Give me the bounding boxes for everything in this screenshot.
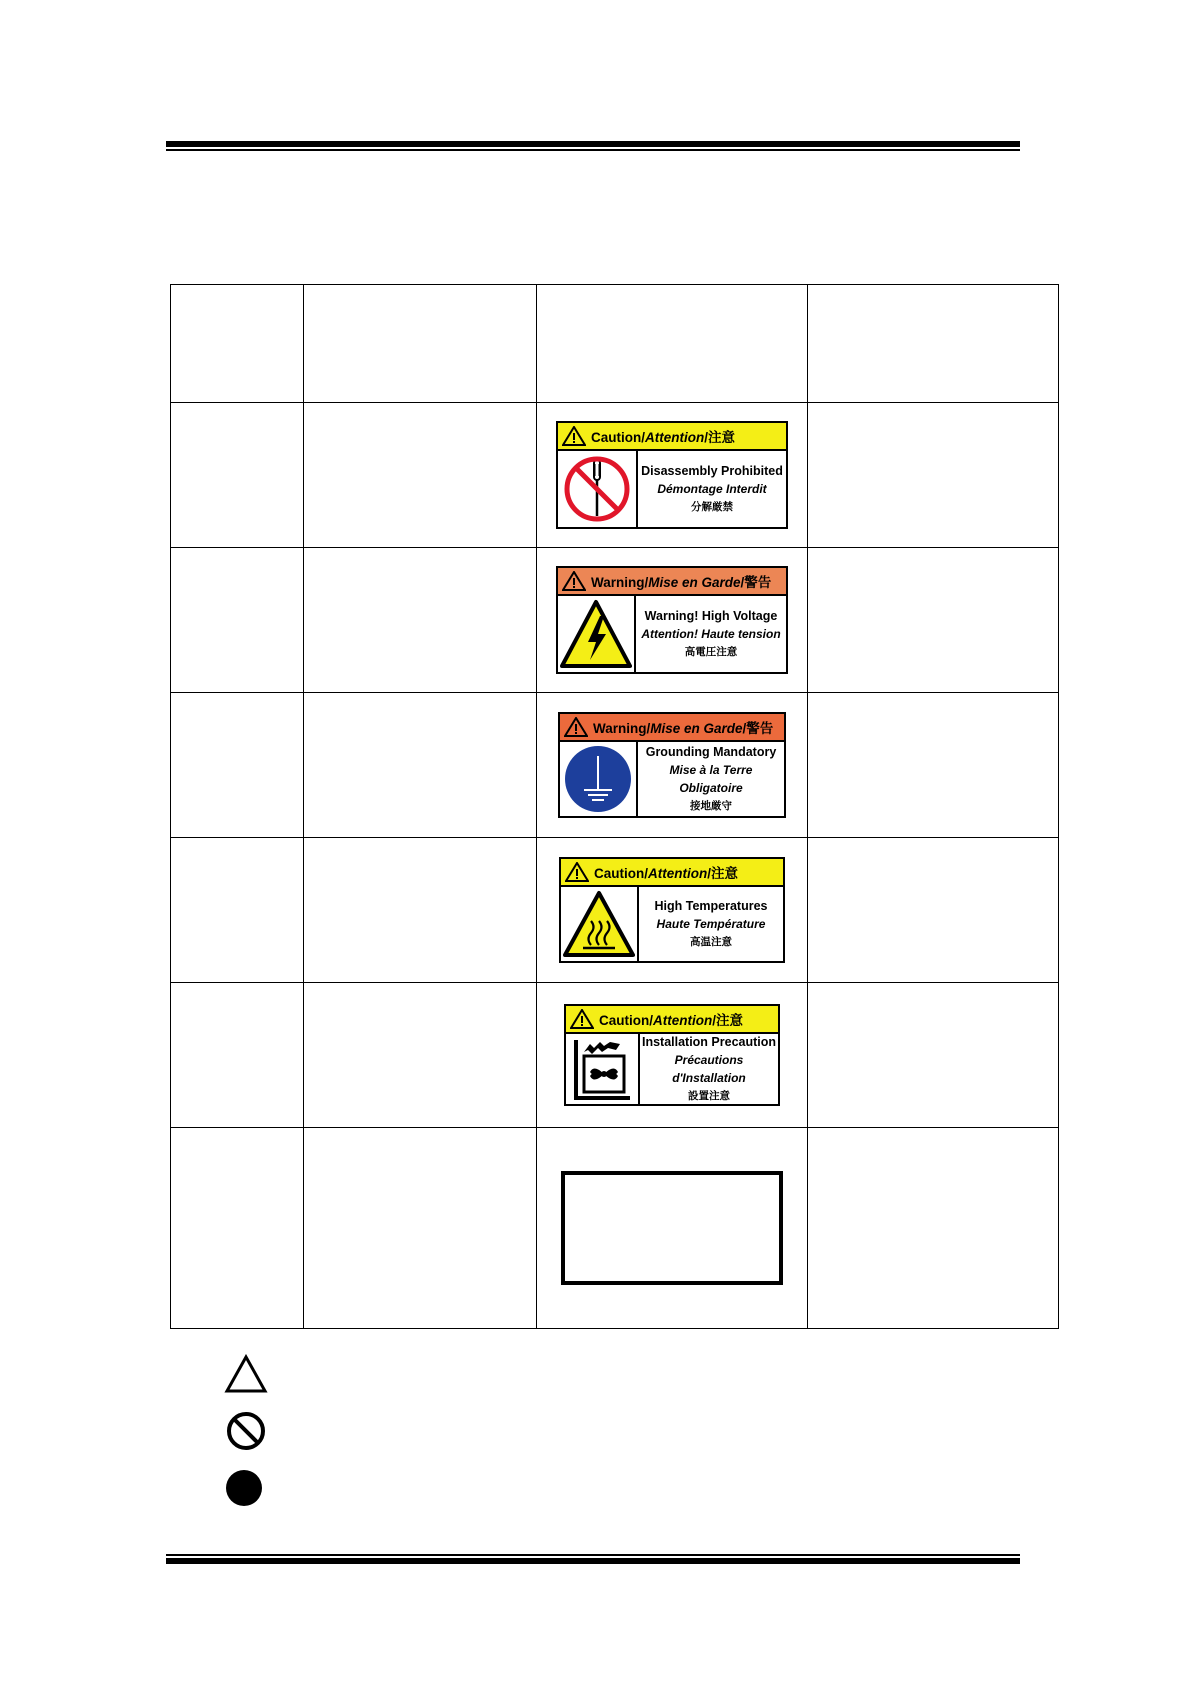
- table-cell: [304, 548, 537, 693]
- warning-triangle-icon: [562, 571, 586, 591]
- header-rule-thin: [166, 149, 1020, 151]
- label-text-fr: Précautions d'Installation: [672, 1053, 746, 1085]
- table-cell: [171, 285, 304, 403]
- table-cell: [304, 838, 537, 983]
- table-cell: [171, 983, 304, 1128]
- pictogram: [558, 451, 638, 527]
- hot-surface-icon: [563, 889, 635, 959]
- label-header: [561, 859, 783, 887]
- caution-label-installation: [564, 1004, 780, 1106]
- label-text-en: Disassembly Prohibited: [641, 464, 783, 478]
- header-rule-thick: [166, 141, 1020, 147]
- pictogram: [566, 1034, 640, 1104]
- caution-label-high-temperature: [559, 857, 785, 963]
- label-text-jp: 高電圧注意: [684, 646, 738, 658]
- high-voltage-icon: [560, 598, 632, 670]
- table-cell: [304, 1128, 537, 1329]
- table-row: [171, 983, 1059, 1128]
- label-text: [638, 742, 784, 816]
- label-text-en: High Temperatures: [654, 899, 768, 913]
- footer-rule-thin: [166, 1554, 1020, 1556]
- warning-triangle-icon: [562, 426, 586, 446]
- table-row: [171, 693, 1059, 838]
- label-image-cell: [537, 403, 808, 548]
- warning-triangle-icon: [570, 1009, 594, 1029]
- table-header-row: [171, 285, 1059, 403]
- mandatory-filled-circle-icon: [224, 1467, 268, 1509]
- table-cell: [304, 285, 537, 403]
- label-text-fr: Haute Température: [656, 917, 766, 931]
- table-cell: [808, 693, 1059, 838]
- table-cell: [304, 693, 537, 838]
- table-cell: [171, 403, 304, 548]
- blank-label-box: [561, 1171, 783, 1285]
- table-cell: [304, 403, 537, 548]
- table-cell: [808, 548, 1059, 693]
- label-text-jp: 設置注意: [688, 1090, 730, 1102]
- label-text-jp: 接地厳守: [690, 800, 732, 812]
- table-cell: [808, 983, 1059, 1128]
- prohibition-circle-icon: [224, 1410, 268, 1452]
- legend-mandatory: [224, 1467, 268, 1509]
- label-header: [560, 714, 784, 742]
- label-text: [636, 596, 786, 672]
- table-cell: [537, 285, 808, 403]
- warning-triangle-icon: [564, 717, 588, 737]
- label-text-fr: Attention! Haute tension: [641, 627, 781, 641]
- label-header: [558, 568, 786, 596]
- label-header: [566, 1006, 778, 1034]
- label-text-en: Installation Precaution: [641, 1035, 777, 1049]
- label-text-jp: 分解厳禁: [691, 501, 733, 513]
- label-header: [558, 423, 786, 451]
- label-image-cell: [537, 693, 808, 838]
- safety-label-table: [170, 284, 1059, 1329]
- label-text-fr: Mise à la Terre Obligatoire: [669, 763, 753, 795]
- table-cell: [808, 285, 1059, 403]
- warning-label-grounding: [558, 712, 786, 818]
- footer-rule-thick: [166, 1558, 1020, 1564]
- label-text: [640, 1034, 778, 1104]
- installation-fan-icon: [570, 1036, 634, 1102]
- table-cell: [171, 1128, 304, 1329]
- table-row: [171, 403, 1059, 548]
- no-disassembly-icon: [562, 454, 632, 524]
- label-header-text: Caution/Attention/注意: [599, 1013, 743, 1028]
- table-cell: [808, 1128, 1059, 1329]
- table-row: [171, 838, 1059, 983]
- label-image-cell: [537, 983, 808, 1128]
- legend-prohibition: [224, 1410, 268, 1452]
- caution-triangle-icon: [224, 1354, 268, 1394]
- table-cell: [171, 548, 304, 693]
- legend-caution: [224, 1354, 268, 1394]
- grounding-icon: [563, 744, 633, 814]
- table-row: [171, 548, 1059, 693]
- label-text-jp: 高温注意: [690, 936, 732, 948]
- label-header-text: Caution/Attention/注意: [594, 866, 738, 881]
- label-text: [639, 887, 783, 961]
- caution-label-disassembly: [556, 421, 788, 529]
- label-text-en: Grounding Mandatory: [645, 745, 777, 759]
- label-text-en: Warning! High Voltage: [644, 609, 778, 623]
- pictogram: [560, 742, 638, 816]
- warning-label-high-voltage: [556, 566, 788, 674]
- table-cell: [171, 693, 304, 838]
- pictogram: [558, 596, 636, 672]
- table-cell: [808, 838, 1059, 983]
- label-header-text: Warning/Mise en Garde/警告: [593, 721, 774, 736]
- label-header-text: Warning/Mise en Garde/警告: [591, 575, 772, 590]
- label-text: [638, 451, 786, 527]
- label-image-cell: [537, 1128, 808, 1329]
- label-image-cell: [537, 838, 808, 983]
- label-text-fr: Démontage Interdit: [657, 482, 767, 496]
- label-header-text: Caution/Attention/注意: [591, 430, 735, 445]
- warning-triangle-icon: [565, 862, 589, 882]
- label-image-cell: [537, 548, 808, 693]
- pictogram: [561, 887, 639, 961]
- table-row: [171, 1128, 1059, 1329]
- table-cell: [808, 403, 1059, 548]
- table-cell: [304, 983, 537, 1128]
- table-cell: [171, 838, 304, 983]
